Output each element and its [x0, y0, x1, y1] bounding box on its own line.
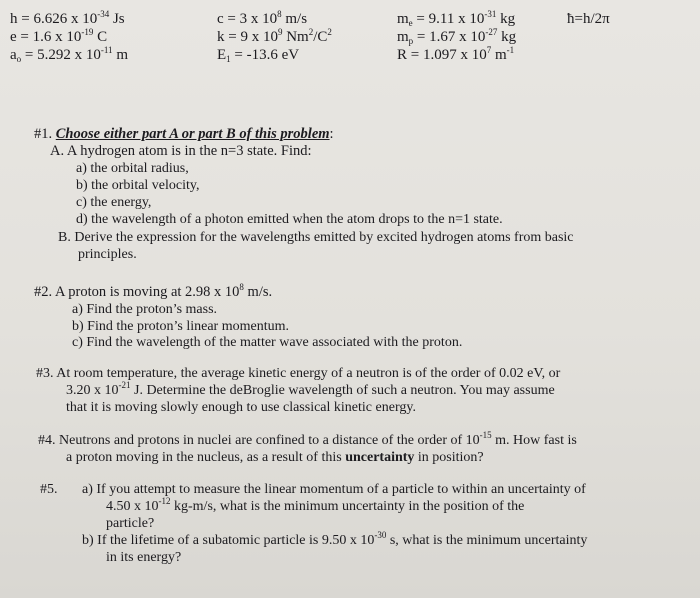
problem-2a: a) Find the proton’s mass. [72, 302, 218, 317]
problem-5a-line-3: particle? [106, 516, 155, 531]
constant-mp: $m_p = 1.67$ x $10^{-27}$ kg [397, 27, 517, 46]
constant-a0: $a_o = 5.292$ x $10^{-11}$ m [10, 45, 128, 64]
problem-3-line-1: #3. At room temperature, the average kinetic energy of a neutron is of the order of 0.02 eV, or [36, 366, 561, 381]
problem-1c: c) the energy, [76, 195, 152, 210]
problem-5a-line-2: 4.50 x $10^{-12}$ kg-m/s, what is the minimum uncertainty in the position of the [106, 496, 525, 514]
problem-1-title: #1. Choose either part A or part B of this problem: [34, 126, 334, 142]
problem-2b: b) Find the proton’s linear momentum. [72, 319, 289, 334]
constant-R: R = 1.097 x $10^7$ $m^{-1}$ [397, 45, 515, 63]
problem-3-line-3: that it is moving slowly enough to use classical kinetic energy. [66, 400, 416, 415]
constant-h: h = 6.626 x $10^{-34}$ Js [10, 9, 125, 27]
problem-2-title: #2. A proton is moving at 2.98 x $10^8$ m/s. [34, 282, 273, 300]
problem-1-part-b-cont: principles. [78, 247, 137, 262]
problem-4-line-2: a proton moving in the nucleus, as a result of this uncertainty in position? [66, 450, 484, 465]
constant-c: c = 3 x $10^8$ m/s [217, 9, 308, 27]
constant-hbar: ħ=h/2π [567, 11, 610, 27]
problem-5a-line-1: a) If you attempt to measure the linear momentum of a particle to within an uncertainty of [82, 482, 586, 497]
constant-E1: $E_1 = -13.6$ eV [217, 47, 300, 64]
problem-1b: b) the orbital velocity, [76, 178, 200, 193]
problem-2c: c) Find the wavelength of the matter wave associated with the proton. [72, 335, 463, 350]
problem-1-part-b: B. Derive the expression for the wavelengths emitted by excited hydrogen atoms from basic [58, 230, 574, 245]
problem-1-part-a: A. A hydrogen atom is in the n=3 state. Find: [50, 143, 312, 159]
problem-1d: d) the wavelength of a photon emitted when the atom drops to the n=1 state. [76, 212, 503, 227]
problem-3-line-2: 3.20 x $10^{-21}$ J. Determine the deBroglie wavelength of such a neutron. You may assume [66, 380, 555, 398]
constant-k: k = 9 x $10^9$ $Nm^2/C^2$ [217, 27, 332, 45]
problem-5-number: #5. [40, 482, 58, 497]
problem-4-line-1: #4. Neutrons and protons in nuclei are confined to a distance of the order of $10^{-15}$ m. How fast is [38, 430, 577, 448]
problem-1a: a) the orbital radius, [76, 161, 189, 176]
problem-5b-line-2: in its energy? [106, 550, 182, 565]
problem-5b-line-1: b) If the lifetime of a subatomic particle is 9.50 x $10^{-30}$ s, what is the minimum uncertainty [82, 530, 588, 548]
constant-me: $m_e = 9.11$ x $10^{-31}$ kg [397, 9, 516, 28]
constant-e: e = 1.6 x $10^{-19}$ C [10, 27, 108, 45]
